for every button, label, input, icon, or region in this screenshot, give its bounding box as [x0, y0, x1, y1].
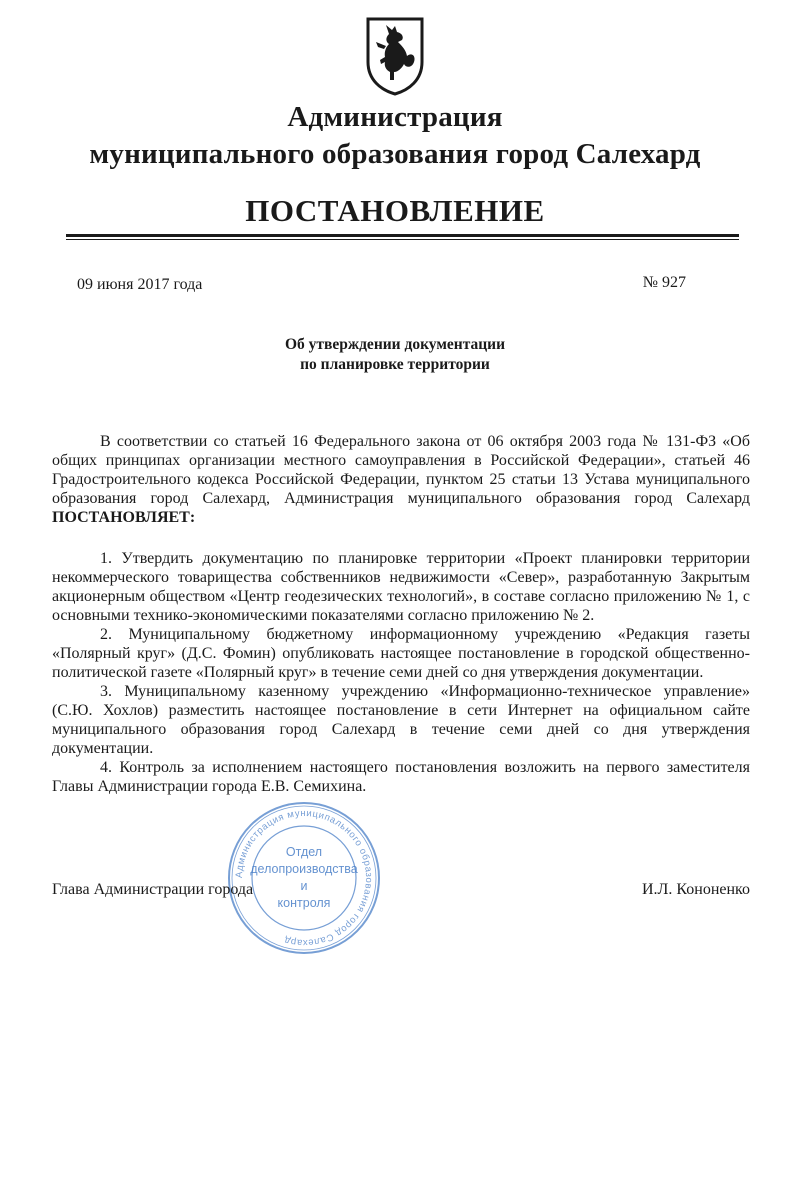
signatory-name: И.Л. Кононенко: [641, 881, 750, 898]
organization-title-line1: Администрация: [287, 101, 503, 133]
decree-item-1: 1. Утвердить документацию по планировке территории «Проект планировки территории некоммерческого товарищества собственников недвижимости «Север», разработанную Закрытым акционерным обществом «Центр геодезических технологий», в составе согласно приложению № 1, с основными технико-экономическими показателями согласно приложению № 2.: [52, 550, 750, 624]
stamp-ring-text: Администрация муниципального образования город Салехард: [233, 807, 375, 949]
subject-line2: по планировке территории: [300, 356, 490, 373]
preamble-text: В соответствии со статьей 16 Федерального закона от 06 октября 2003 года № 131-ФЗ «Об общих принципах организации местного самоуправления в Российской Федерации», статьей 46 Градостроительного кодекса Российской Федерации, пунктом 25 статьи 13 Устава муниципального образования город Салехард, Администрация муниципального образования город Салехард: [52, 433, 750, 507]
decree-item-3: 3. Муниципальному казенному учреждению «Информационно-техническое управление» (С.Ю. Хохлов) разместить настоящее постановление в сети Интернет на официальном сайте муниципального образования город Салехард в течение семи дней со дня утверждения документации.: [52, 683, 750, 757]
stamp-line3: и: [300, 879, 308, 893]
decree-item-4: 4. Контроль за исполнением настоящего постановления возложить на первого заместителя Главы Администрации города Е.В. Семихина.: [52, 759, 750, 795]
stamp-line4: контроля: [277, 896, 331, 910]
document-type-heading: ПОСТАНОВЛЕНИЕ: [245, 193, 545, 228]
document-body: [52, 432, 750, 796]
document-number: № 927: [642, 274, 686, 291]
stamp-center-text: [226, 844, 382, 912]
preamble-paragraph: [52, 432, 750, 527]
organization-title-line2: муниципального образования город Салехард: [89, 138, 701, 170]
document-subject: [0, 335, 790, 375]
document-date: 09 июня 2017 года: [77, 276, 203, 293]
fox-coat-of-arms-icon: [364, 16, 426, 96]
subject-line1: Об утверждении документации: [284, 336, 506, 353]
stamp-line2: делопроизводства: [250, 862, 358, 876]
decree-item-2: 2. Муниципальному бюджетному информационному учреждению «Редакция газеты «Полярный круг» (Д.С. Фомин) опубликовать настоящее постановление в городской общественно-политической газете «Полярный круг» в течение семи дней со дня утверждения документации.: [52, 626, 750, 681]
preamble-decree-word: ПОСТАНОВЛЯЕТ:: [52, 509, 196, 526]
header-divider-thin: [66, 239, 739, 240]
stamp-line1: Отдел: [285, 845, 323, 859]
header-divider-thick: [66, 234, 739, 237]
signatory-position: Глава Администрации города: [52, 881, 254, 898]
